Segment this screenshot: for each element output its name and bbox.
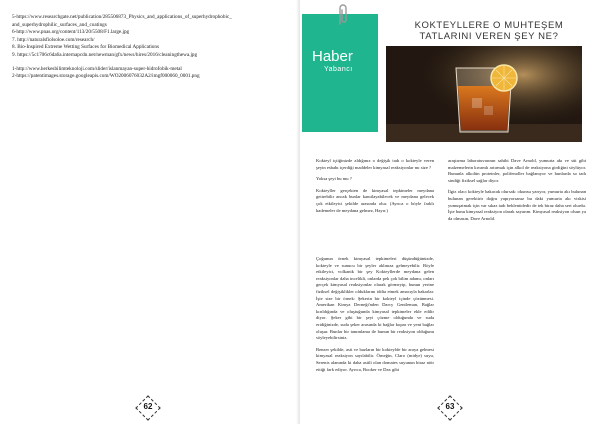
article-column-3 bbox=[448, 158, 586, 227]
article-paragraph: Kokteyl içtiğinizde aldığınız o değişik tadı o kokteyle veren şeyin esbabı içerdiği maddeler kimyasal reaksiyonlar mı size ? bbox=[316, 158, 434, 170]
page-number-text: 62 bbox=[143, 402, 153, 411]
page-number-left bbox=[136, 396, 160, 420]
source-line[interactable]: 2-https://patentimages.storage.googleapis.com/WO2006076032A2/imgf000060_0001.png bbox=[12, 73, 200, 80]
article-paragraph: araştırma laboratuvarının sahibi Dave Arnold, yumurta akı ve süt gibi malzemelerin kıvamlı artırmak için alkol de reaksiyona girdiğini söylüyor. Bununla alkolün proteinler, polifenoller bağlanıyor ve bunlarda so tadı sindiği fiziksel sağlar diyor. bbox=[448, 158, 586, 183]
source-line[interactable]: and_superhydrophilic_surfaces_and_coatings bbox=[12, 21, 107, 28]
source-line[interactable]: 9. https://5c1706c6da6a.internapcdn.net/newman/gfx/news/hires/2016/cleaningthewa.jpg bbox=[12, 51, 198, 58]
source-line: 8. Bio-Inspired Extreme Wetting Surfaces for Biomedical Applications bbox=[12, 44, 160, 51]
cocktail-photo bbox=[386, 46, 582, 142]
article-paragraph: Benzer şekilde, asit ve bazların bir kokteylde bir araya gelmesi kimyasal reaksiyon sayılabilir. Örneğin, Claro (midye) suyu, Serenis alanında ki daha asitli olan domates suyunun biraz nötr ettiği fark ediyor. Ayrıca, Booker ve Dax gibi bbox=[316, 346, 434, 372]
article-paragraph: Çoğunun örnek kimyasal tepkimeleri düşündüğünüzde, kokteyle ve sunucu bir şeyler aklınıza gelmeyebilir. Böyle etkileyici, volkanik bir şey Kokteyllerde meydana gelen reaksiyonlar daha incelikli, onlarda pek çok bilim adamı, onları gerçek kimyasal reaksiyonlar olarak görmeyip, bunun yerine fiziksel değişiklikler olduklarını iddia etmek amacıyla bakarlar. İşte size bir örnek: Şekerin bir kokteyl içinde çözünmesi. Amerikan Kimya Derneği'nden Darcy Gentleman, Bağlar kırıldığında ve oluştuğunda kimyasal tepkimeler ekle edilir diyor. Şeker gibi bir şeyi çözme olduğunda ve suda eridiğinizde, suda şeker arasında ki bağlar kopar ve yeni bağlar oluşur. Bunlar bir tanımlama ile bunun bir reaksiyon olduğunu söyleyebilirsiniz. bbox=[316, 256, 434, 341]
section-tab-subtitle: Yabancı bbox=[324, 66, 353, 73]
source-line[interactable]: 1-http://www.herkesbilimteknoloji.com/slider/islanmayan-super-hidrofobik-metal bbox=[12, 65, 182, 72]
article-heading bbox=[384, 20, 594, 42]
article-column-1 bbox=[316, 158, 434, 219]
source-line[interactable]: 7. http://naturalsfiolsoloe.com/research/ bbox=[12, 36, 95, 43]
section-tab bbox=[302, 14, 378, 132]
article-heading-line2: TATLARINI VEREN ŞEY NE? bbox=[419, 31, 559, 42]
paperclip-icon bbox=[336, 2, 350, 26]
source-line[interactable]: 5-https://www.researchgate.net/publication/285506873_Physics_and_applications_of_superhydrophobic_ bbox=[12, 14, 232, 20]
page-number-right bbox=[438, 396, 462, 420]
article-paragraph: İlgiz olacı kokteyle bakacak olursak: okunsu yarıyor, yumurta akı bulunan bulunan gerektirir doğru yapıyorsanız bu daki yumurta akı viskisi yumuşatmak için var sıkaz tadı beklentidedir de tek biraz daha sert olurdu. İşte bunu kimyasal reaksiyon olarak sayarım. Kimyasal reaksiyon olsun ya da olmasın, Dave Arnold. bbox=[448, 189, 586, 221]
source-line[interactable]: 6-http://www.pnas.org/content/113/20/5508/F1.large.jpg bbox=[12, 29, 130, 36]
sources-list bbox=[12, 14, 290, 81]
article-paragraph: Kokteyller gerçekten de kimyasal tepkimeler meydana getirebilir ancak bunlar kanıtlayabilecek ve meydana gelecek çok etkileyici şekilde arasında olur. (Ayrıca o böyle farklı kademeler de meydana gelmez, Hayır.) bbox=[316, 187, 434, 213]
article-heading-line1: KOKTEYLLERE O MUHTEŞEM bbox=[414, 20, 564, 31]
section-tab-title: Haber bbox=[312, 48, 353, 65]
page-number-text: 63 bbox=[445, 402, 455, 411]
article-column-2 bbox=[316, 256, 434, 378]
article-paragraph: Yoksa şeyi bu mu ? bbox=[316, 176, 352, 182]
